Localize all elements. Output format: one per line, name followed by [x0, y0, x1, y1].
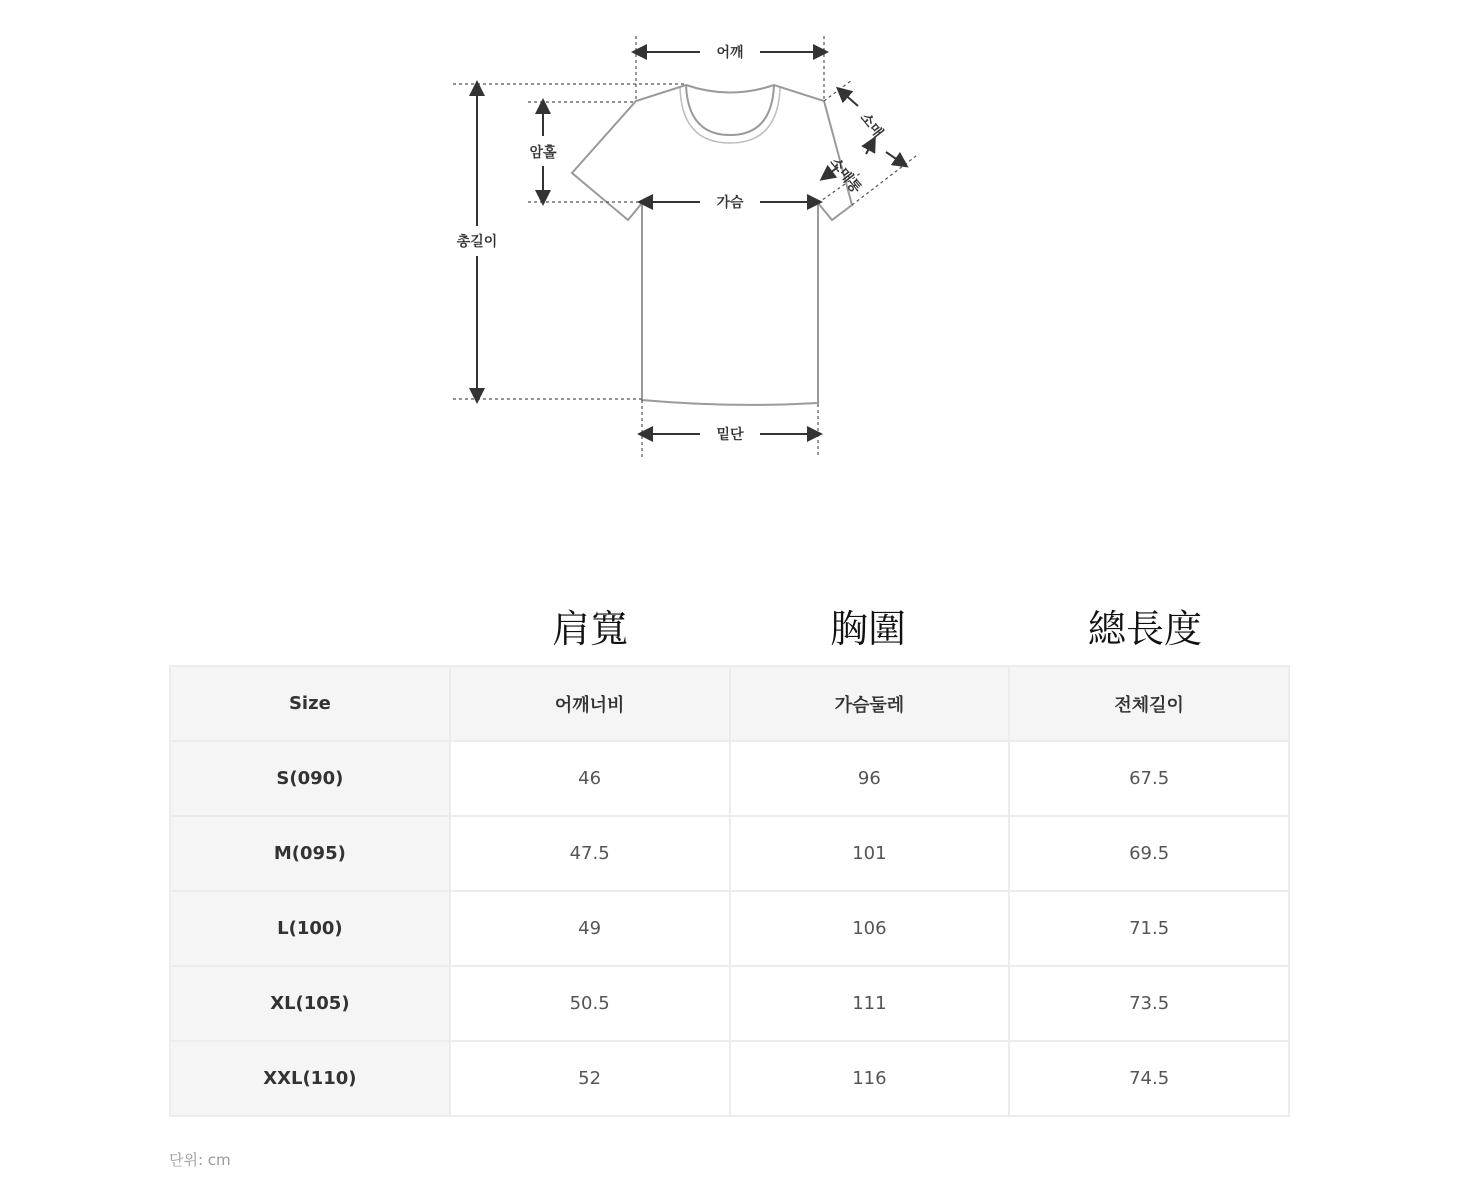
chest-cell: 111: [730, 966, 1010, 1041]
sleeve-width-label: 소매통: [826, 154, 865, 197]
table-row: [170, 1041, 1289, 1116]
zh-header-shoulder: 肩寬: [551, 607, 628, 651]
length-cell: 67.5: [1009, 741, 1289, 816]
table-row: [170, 816, 1289, 891]
length-cell: 73.5: [1009, 966, 1289, 1041]
chest-label: 가슴: [716, 195, 744, 211]
header-length: 전체길이: [1009, 666, 1289, 741]
header-shoulder: 어깨너비: [450, 666, 730, 741]
size-cell: XXL(110): [170, 1041, 450, 1116]
sleeve-label: 소매: [856, 110, 886, 142]
shoulder-cell: 50.5: [450, 966, 730, 1041]
armhole-label: 암홀: [529, 145, 557, 161]
size-cell: S(090): [170, 741, 450, 816]
chest-cell: 116: [730, 1041, 1010, 1116]
size-table: [169, 665, 1290, 1117]
table-row: [170, 966, 1289, 1041]
shoulder-cell: 49: [450, 891, 730, 966]
length-cell: 71.5: [1009, 891, 1289, 966]
chest-cell: 96: [730, 741, 1010, 816]
hem-label: 밑단: [716, 427, 744, 443]
total-length-label: 총길이: [456, 234, 498, 250]
zh-header-chest: 胸圍: [829, 607, 906, 651]
size-cell: L(100): [170, 891, 450, 966]
shoulder-cell: 47.5: [450, 816, 730, 891]
tshirt-measurement-diagram: [0, 0, 1478, 480]
unit-note: 단위: cm: [169, 1151, 231, 1169]
size-cell: M(095): [170, 816, 450, 891]
table-row: [170, 741, 1289, 816]
chest-cell: 101: [730, 816, 1010, 891]
length-cell: 74.5: [1009, 1041, 1289, 1116]
shoulder-label: 어깨: [716, 45, 744, 61]
shoulder-cell: 46: [450, 741, 730, 816]
zh-header-length: 總長度: [1087, 607, 1202, 651]
table-row: [170, 891, 1289, 966]
chest-cell: 106: [730, 891, 1010, 966]
shoulder-cell: 52: [450, 1041, 730, 1116]
header-size: Size: [170, 666, 450, 741]
length-cell: 69.5: [1009, 816, 1289, 891]
table-header-row: [170, 666, 1289, 741]
header-chest: 가슴둘레: [730, 666, 1010, 741]
size-cell: XL(105): [170, 966, 450, 1041]
